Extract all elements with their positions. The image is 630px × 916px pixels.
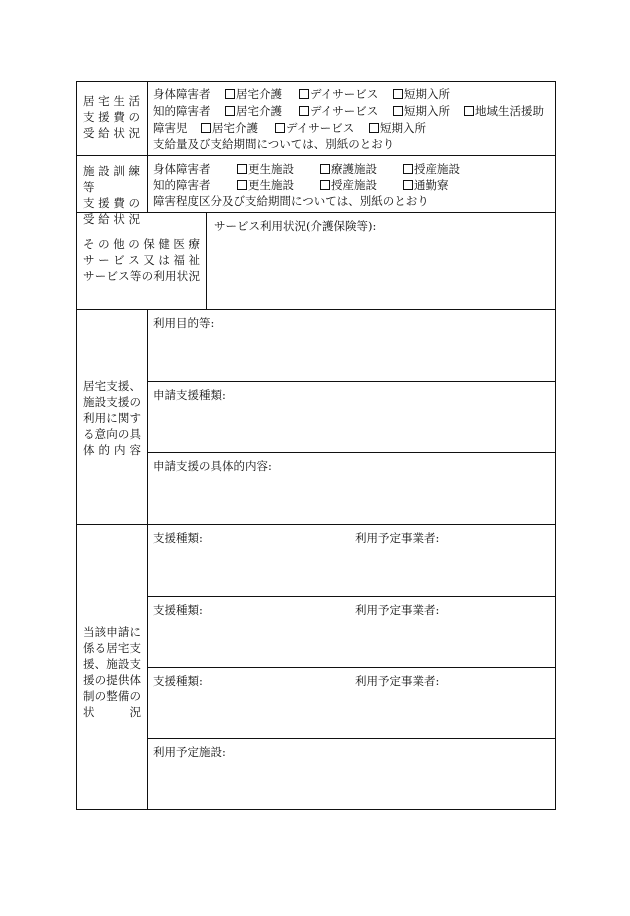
- checkbox[interactable]: [403, 164, 413, 174]
- section-label-intent: 居宅支援、 施設支援の 利用に関す る意向の具 体的内容: [83, 379, 141, 457]
- facility-note: 障害程度区分及び支給期間については、別紙のとおり: [153, 194, 429, 208]
- section-label-provision: 当該申請に 係る居宅支 援、施設支 援の提供体 制の整備の 状 況: [83, 625, 141, 719]
- application-form-table: [76, 81, 556, 810]
- checkbox[interactable]: [320, 164, 330, 174]
- support-type-field-3[interactable]: 支援種類:: [153, 674, 203, 688]
- home-support-row-physical: 身体障害者 居宅介護 デイサービス 短期入所: [153, 87, 450, 101]
- divider: [77, 524, 555, 525]
- checkbox[interactable]: [369, 123, 379, 133]
- checkbox[interactable]: [299, 106, 309, 116]
- checkbox[interactable]: [275, 123, 285, 133]
- section-label-other-services: その他の保健医療 サービス又は福祉 サービス等の利用状況: [83, 237, 200, 283]
- service-usage-field[interactable]: サービス利用状況(介護保険等):: [214, 219, 377, 233]
- checkbox[interactable]: [320, 180, 330, 190]
- checkbox[interactable]: [299, 89, 309, 99]
- checkbox[interactable]: [225, 89, 235, 99]
- divider: [147, 82, 148, 212]
- divider: [206, 212, 207, 309]
- home-support-row-child: 障害児 居宅介護 デイサービス 短期入所: [153, 121, 426, 135]
- divider: [77, 309, 555, 310]
- divider: [77, 212, 555, 213]
- facility-row-physical: 身体障害者 更生施設 療護施設 授産施設: [153, 162, 460, 176]
- section-label-home-support: 居宅生活 支援費の 受給状況: [83, 94, 140, 140]
- purpose-field[interactable]: 利用目的等:: [153, 316, 215, 330]
- home-support-note: 支給量及び支給期間については、別紙のとおり: [153, 137, 395, 151]
- home-support-row-intellectual: 知的障害者 居宅介護 デイサービス 短期入所 地域生活援助: [153, 104, 544, 118]
- divider: [147, 452, 555, 453]
- provider-field-3[interactable]: 利用予定事業者:: [355, 674, 440, 688]
- planned-facility-field[interactable]: 利用予定施設:: [153, 745, 226, 759]
- divider: [147, 738, 555, 739]
- provider-field-2[interactable]: 利用予定事業者:: [355, 603, 440, 617]
- divider: [147, 667, 555, 668]
- checkbox[interactable]: [225, 106, 235, 116]
- checkbox[interactable]: [393, 89, 403, 99]
- checkbox[interactable]: [237, 180, 247, 190]
- provider-field-1[interactable]: 利用予定事業者:: [355, 531, 440, 545]
- divider: [147, 596, 555, 597]
- section-label-facility-support: 施設訓練等 支援費の 受給状況: [83, 164, 140, 226]
- requested-support-details-field[interactable]: 申請支援の具体的内容:: [153, 459, 272, 473]
- checkbox[interactable]: [393, 106, 403, 116]
- divider: [77, 155, 555, 156]
- requested-support-type-field[interactable]: 申請支援種類:: [153, 388, 226, 402]
- checkbox[interactable]: [201, 123, 211, 133]
- checkbox[interactable]: [237, 164, 247, 174]
- support-type-field-2[interactable]: 支援種類:: [153, 603, 203, 617]
- divider: [147, 381, 555, 382]
- divider: [147, 309, 148, 809]
- checkbox[interactable]: [403, 180, 413, 190]
- support-type-field-1[interactable]: 支援種類:: [153, 531, 203, 545]
- facility-row-intellectual: 知的障害者 更生施設 授産施設 通勤寮: [153, 178, 449, 192]
- checkbox[interactable]: [464, 106, 474, 116]
